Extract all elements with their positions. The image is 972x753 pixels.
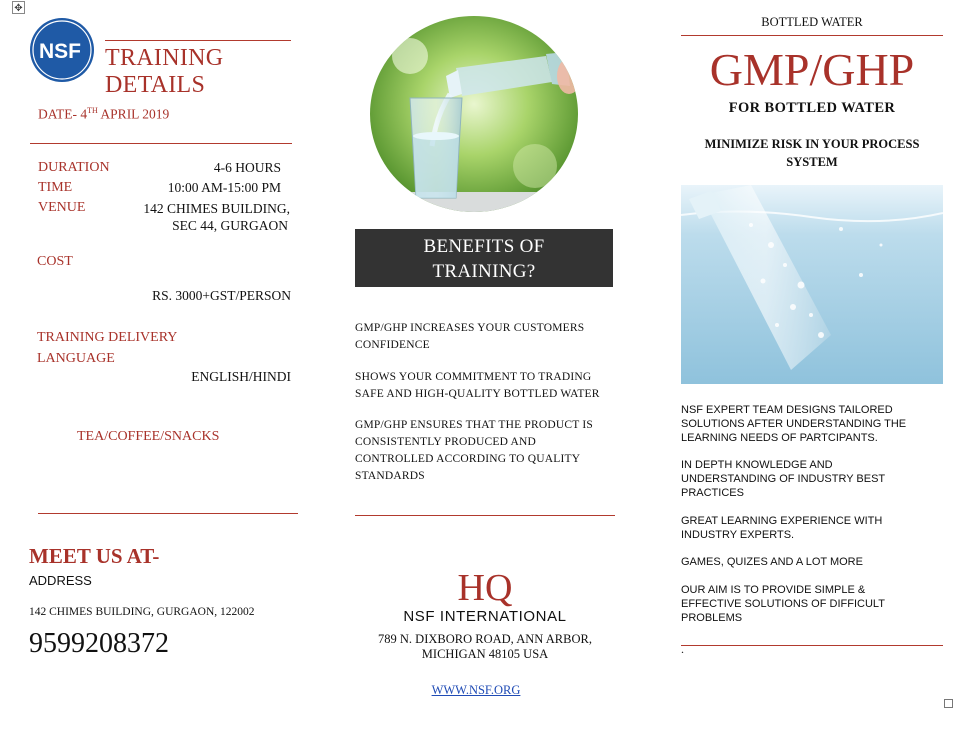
venue-label: VENUE — [38, 200, 86, 215]
address-text: 142 CHIMES BUILDING, GURGAON, 122002 — [29, 606, 255, 618]
benefit-item: GMP/GHP INCREASES YOUR CUSTOMERS CONFIDENCE — [355, 322, 585, 351]
hq-heading: HQ — [457, 567, 513, 609]
date-rule — [30, 143, 292, 144]
feature-item: OUR AIM IS TO PROVIDE SIMPLE & EFFECTIVE SOLUTIONS OF DIFFICULT PROBLEMS — [681, 584, 885, 624]
benefit-item: SHOWS YOUR COMMITMENT TO TRADING SAFE AND HIGH-QUALITY BOTTLED WATER — [355, 371, 600, 400]
table-move-handle-icon[interactable]: ✥ — [12, 1, 25, 14]
training-date: DATE- 4TH APRIL 2019 — [38, 106, 170, 122]
phone-number: 9599208372 — [29, 628, 169, 659]
middle-bottom-rule — [355, 515, 615, 516]
main-title: GMP/GHP — [709, 44, 915, 95]
feature-item: NSF EXPERT TEAM DESIGNS TAILORED SOLUTIONS AFTER UNDERSTANDING THE LEARNING NEEDS OF PARTCIPANTS. — [681, 404, 907, 444]
title-rule — [105, 40, 291, 41]
language-value: ENGLISH/HINDI — [191, 369, 291, 384]
duration-label: DURATION — [38, 160, 110, 175]
hq-address: 789 N. DIXBORO ROAD, ANN ARBOR, MICHIGAN 48105 USA — [378, 632, 592, 661]
logo-text: NSF — [39, 40, 81, 63]
time-value: 10:00 AM-15:00 PM — [167, 180, 281, 195]
delivery-language-label: TRAINING DELIVERY LANGUAGE — [37, 330, 178, 366]
time-label: TIME — [38, 180, 73, 195]
feature-item: GREAT LEARNING EXPERIENCE WITH INDUSTRY EXPERTS. — [681, 515, 883, 541]
trailing-dot: . — [681, 642, 684, 656]
hq-company-name: NSF INTERNATIONAL — [403, 608, 567, 625]
tagline: MINIMIZE RISK IN YOUR PROCESS SYSTEM — [704, 137, 920, 169]
training-details-title: TRAINING DETAILS — [105, 45, 224, 98]
subtitle: FOR BOTTLED WATER — [728, 100, 896, 116]
right-bottom-rule — [681, 645, 943, 646]
nsf-logo — [29, 17, 95, 83]
feature-item: GAMES, QUIZES AND A LOT MORE — [681, 556, 863, 568]
meet-us-heading: MEET US AT- — [29, 544, 160, 568]
table-resize-handle-icon[interactable] — [944, 699, 953, 708]
venue-value: 142 CHIMES BUILDING, SEC 44, GURGAON — [143, 201, 290, 233]
website-link[interactable]: WWW.NSF.ORG — [431, 683, 521, 697]
bottled-water-label: BOTTLED WATER — [761, 15, 863, 29]
bottle-in-water-image — [681, 185, 943, 384]
duration-value: 4-6 HOURS — [213, 160, 281, 175]
address-label: ADDRESS — [29, 573, 92, 588]
benefit-item: GMP/GHP ENSURES THAT THE PRODUCT IS CONSISTENTLY PRODUCED AND CONTROLLED ACCORDING TO QUALITY STANDARDS — [355, 419, 594, 482]
benefits-heading: BENEFITS OF TRAINING? — [423, 236, 545, 282]
refreshments: TEA/COFFEE/SNACKS — [77, 429, 220, 444]
right-top-rule — [681, 35, 943, 36]
feature-item: IN DEPTH KNOWLEDGE AND UNDERSTANDING OF INDUSTRY BEST PRACTICES — [681, 459, 886, 499]
water-glass-image — [370, 16, 578, 212]
left-bottom-rule — [38, 513, 298, 514]
cost-value: RS. 3000+GST/PERSON — [152, 288, 291, 303]
cost-label: COST — [37, 254, 73, 269]
